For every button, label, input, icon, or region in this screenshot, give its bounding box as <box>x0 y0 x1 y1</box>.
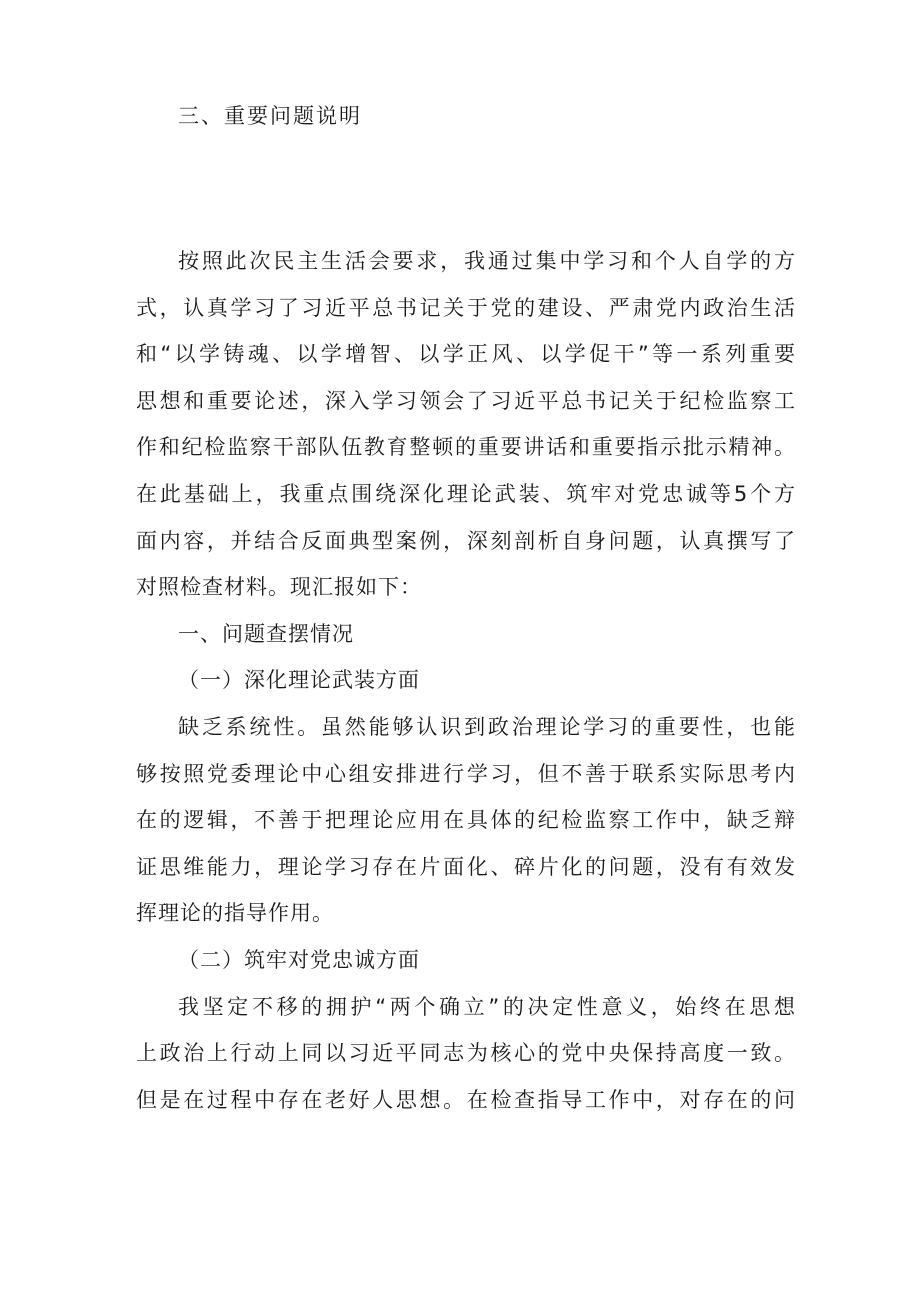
paragraph-line: 面内容，并结合反面典型案例，深刻剖析自身问题，认真撰写了 <box>136 528 796 553</box>
paragraph-line: 缺乏系统性。虽然能够认识到政治理论学习的重要性，也能 <box>178 714 796 739</box>
paragraph-line: 在此基础上，我重点围绕深化理论武装、筑牢对党忠诚等5个方 <box>136 481 796 506</box>
paragraph-line: 挥理论的指导作用。 <box>136 901 334 926</box>
heading-level-2: （一）深化理论武装方面 <box>178 668 420 693</box>
document-body <box>136 238 796 1123</box>
paragraph-line: 上政治上行动上同以习近平同志为核心的党中央保持高度一致。 <box>136 1041 796 1066</box>
paragraph-line: 证思维能力，理论学习存在片面化、碎片化的问题，没有有效发 <box>136 854 796 879</box>
section-heading: 三、重要问题说明 <box>178 104 362 128</box>
paragraph-line: 我坚定不移的拥护“两个确立”的决定性意义，始终在思想 <box>178 994 796 1019</box>
paragraph-line: 在的逻辑，不善于把理论应用在具体的纪检监察工作中，缺乏辩 <box>136 808 796 833</box>
paragraph-line: 式，认真学习了习近平总书记关于党的建设、严肃党内政治生活 <box>136 295 796 320</box>
heading-level-2: （二）筑牢对党忠诚方面 <box>178 947 420 972</box>
heading-level-1: 一、问题查摆情况 <box>178 621 354 646</box>
paragraph-line: 够按照党委理论中心组安排进行学习，但不善于联系实际思考内 <box>136 761 796 786</box>
paragraph-line: 对照检查材料。现汇报如下： <box>136 575 422 600</box>
paragraph-line: 和“以学铸魂、以学增智、以学正风、以学促干”等一系列重要 <box>136 342 796 367</box>
paragraph-line: 但是在过程中存在老好人思想。在检查指导工作中，对存在的问 <box>136 1087 796 1112</box>
paragraph-line: 作和纪检监察干部队伍教育整顿的重要讲话和重要指示批示精神。 <box>136 435 796 460</box>
paragraph-line: 思想和重要论述，深入学习领会了习近平总书记关于纪检监察工 <box>136 388 796 413</box>
paragraph-line: 按照此次民主生活会要求，我通过集中学习和个人自学的方 <box>178 249 796 273</box>
